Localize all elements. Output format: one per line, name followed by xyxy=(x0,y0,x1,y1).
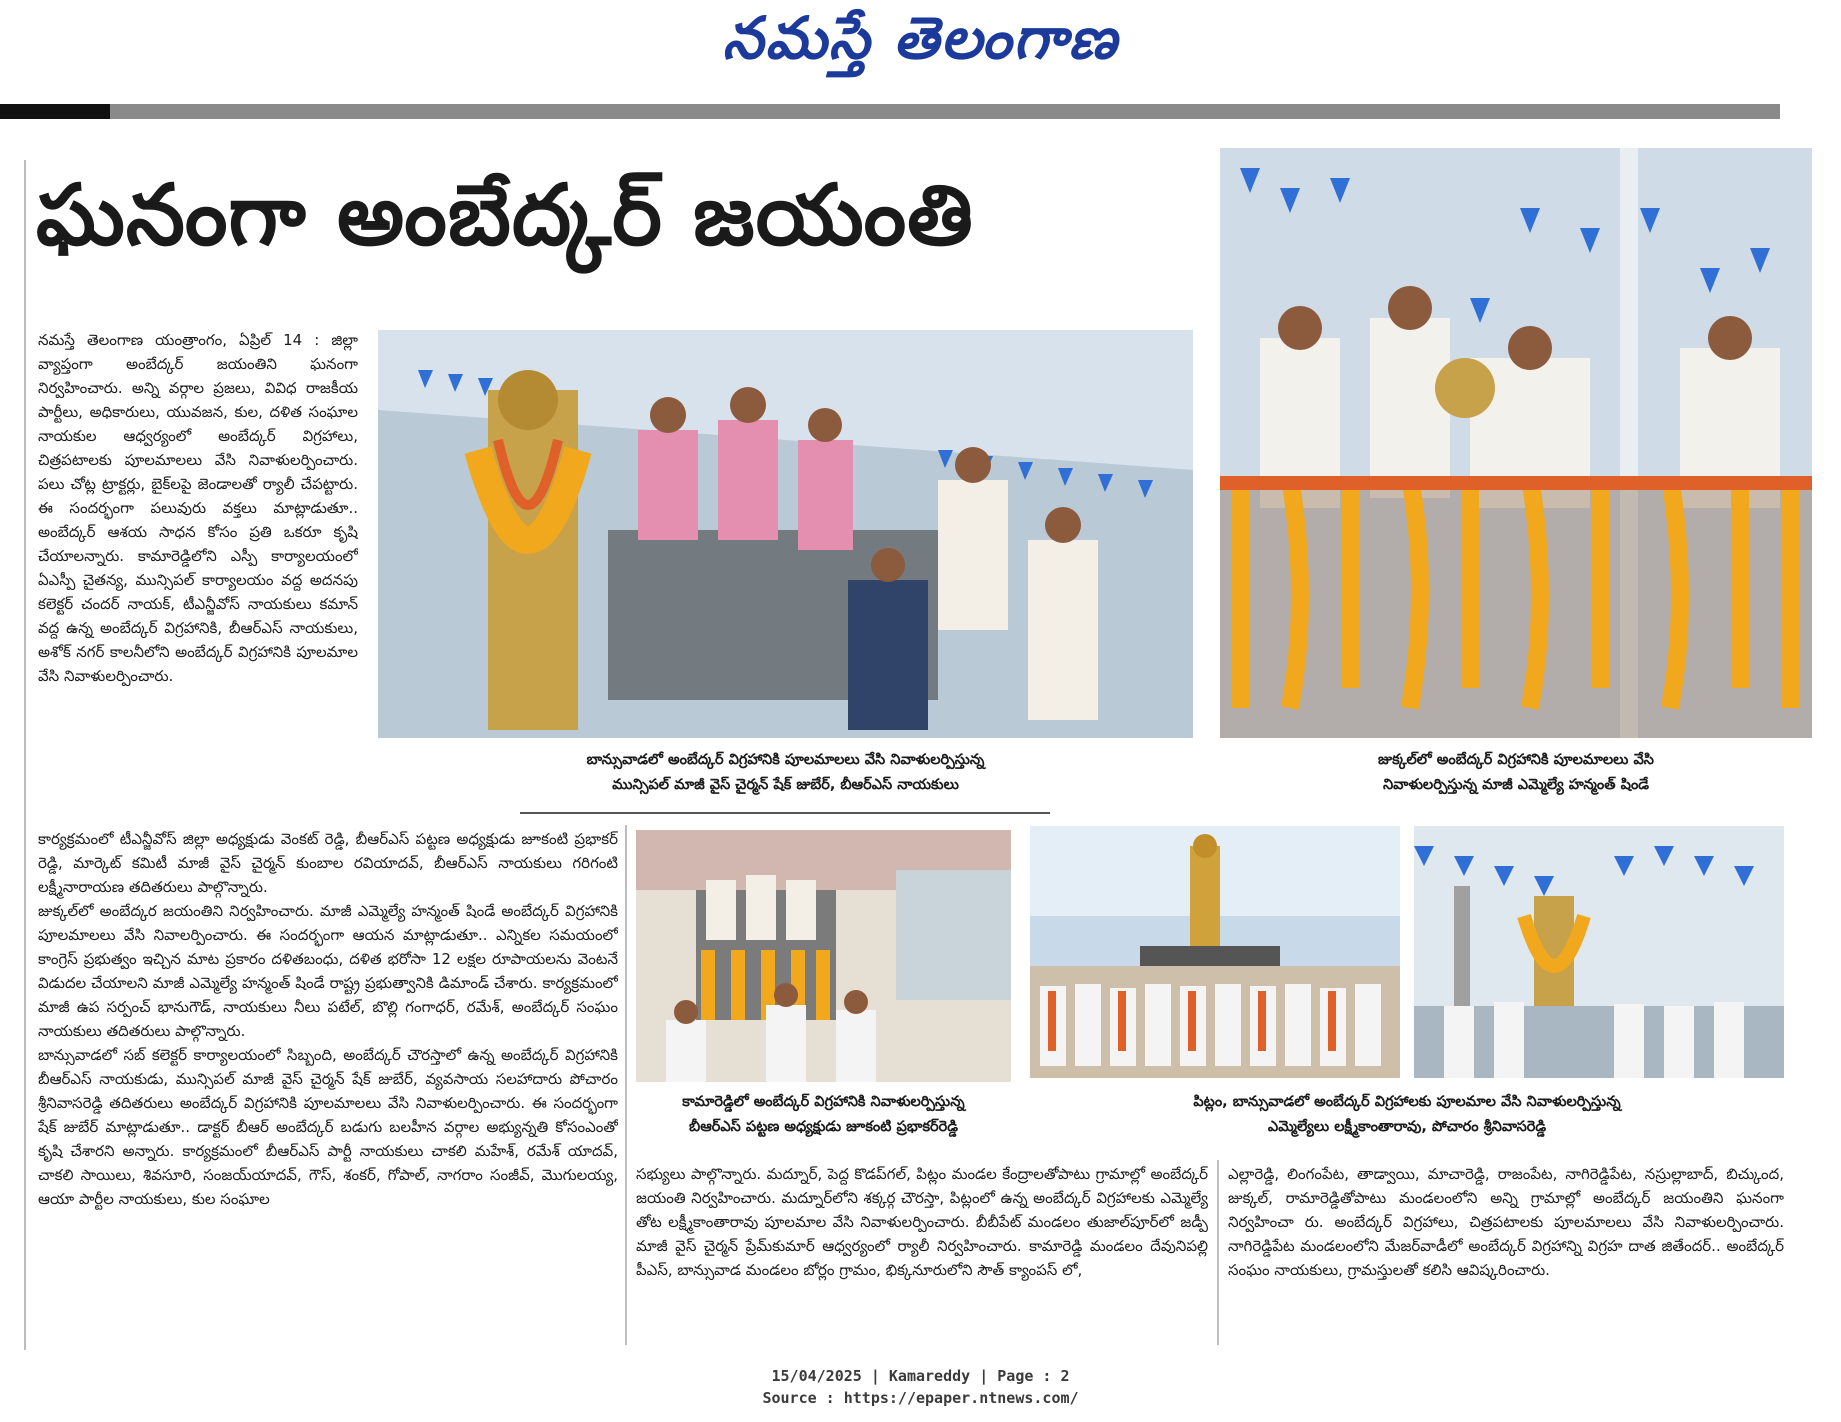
wide-paragraph: జుక్కల్‌లో అంబేద్కర జయంతిని నిర్వహించారు. మాజీ ఎమ్మెల్యే హన్మంత్ షిండే అంబేద్కర్ విగ్రహానికి పూలమాలలు వేసి నివాలర్పించారు. ఈ సందర్భంగా ఆయన మాట్లాడుతూ.. ఎన్నికల సమయంలో కాంగ్రెస్ ప్రభుత్వం ఇచ్చిన మాట ప్రకారం దళితబంధు, దళిత భరోసా 12 లక్షల రూపాయలను వెంటనే విడుదల చేయాలని మాజీ ఎమ్మెల్యే హన్మంత్ షిండే రాష్ట్ర ప్రభుత్వానికి డిమాండ్ చేశారు. కార్యక్రమంలో మాజీ ఉప సర్పంచ్ భానుగౌడ్, నాయకులు నీలు పటేల్, బొల్లి గంగాధర్, రమేశ్, అంబేద్కర్ సంఘం నాయకులు తదితరులు పాల్గొన్నారు. xyxy=(38,902,618,1040)
photo-jukkal-statue xyxy=(1220,148,1812,738)
footer-source: Source : https://epaper.ntnews.com/ xyxy=(762,1389,1079,1407)
column-rule xyxy=(24,160,26,1350)
photo-pitlam-statue xyxy=(1030,826,1400,1078)
caption-line: పిట్లం, బాన్సువాడలో అంబేద్కర్ విగ్రహాలకు పూలమాల వేసి నివాళులర్పిస్తున్న xyxy=(1193,1094,1621,1110)
photo2-caption xyxy=(1220,748,1812,798)
column-rule xyxy=(1217,1160,1219,1345)
caption-line: నివాళులర్పిస్తున్న మాజీ ఎమ్మెల్యే హన్మంత్ షిండే xyxy=(1382,777,1650,793)
masthead xyxy=(0,0,1841,100)
column-paragraph: ఎల్లారెడ్డి, లింగంపేట, తాడ్వాయి, మాచారెడ్డి, రాజంపేట, నాగిరెడ్డిపేట, నస్రుల్లాబాద్, బిచ్కుంద, జుక్కల్, రామారెడ్డితోపాటు మండలంలోని అన్ని గ్రామాల్లో అంబేద్కర్ జయంతిని ఘనంగా నిర్వహించా రు. అంబేద్కర్ విగ్రహాలు, చిత్రపటాలకు పూలమాలలు వేసి నివాళులర్పించారు. నాగిరెడ్డిపేట మండలంలోని మేజర్‌వాడీలో అంబేద్కర్ విగ్రహాన్ని విగ్రహ దాత జితేందర్.. అంబేద్కర్ సంఘం నాయకులు, గ్రామస్తులతో కలిసి ఆవిష్కరించారు. xyxy=(1228,1165,1784,1279)
photo45-caption xyxy=(1030,1090,1784,1140)
bottom-right-column xyxy=(1228,1162,1784,1342)
photo-banswada-statue xyxy=(378,330,1193,738)
bottom-middle-column xyxy=(636,1162,1208,1342)
footer-dateline: 15/04/2025 | Kamareddy | Page : 2 xyxy=(771,1367,1070,1385)
caption-line: జుక్కల్‌లో అంబేద్కర్ విగ్రహానికి పూలమాలలు వేసి xyxy=(1378,752,1654,768)
column-paragraph: సభ్యులు పాల్గొన్నారు. మద్నూర్, పెద్ద కొడప్‌గల్, పిట్లం మండల కేంద్రాలతోపాటు గ్రామాల్లో అంబేద్కర్ జయంతి నిర్వహించారు. మద్నూర్‌లోని శక్కర్గ చౌరస్తా, పిట్లంలో ఉన్న అంబేద్కర్ విగ్రహాలకు ఎమ్మెల్యే తోట లక్ష్మీకాంతారావు పూలమాల వేసి నివాళులర్పించారు. బీబీపేట్ మండలం తుజాల్‌పూర్‌లో జడ్పీ మాజీ వైస్ చైర్మన్ ప్రేమ్‌కుమార్ ఆధ్వర్యంలో ర్యాలీ నిర్వహించారు. కామారెడ్డి మండలం దేవునిపల్లి పీఎస్, బాన్సువాడ మండలం బోర్లం గ్రామం, భిక్కనూరులోని సౌత్ క్యాంపస్ లో, xyxy=(636,1165,1208,1279)
caption-line: ఎమ్మెల్యేలు లక్ష్మీకాంతారావు, పోచారం శ్రీనివాసరెడ్డి xyxy=(1267,1119,1547,1135)
article-headline: ఘనంగా అంబేద్కర్ జయంతి xyxy=(36,166,974,264)
column-rule xyxy=(625,825,627,1345)
caption-rule xyxy=(520,812,1050,814)
wide-column xyxy=(38,827,618,1345)
lead-paragraph: నమస్తే తెలంగాణ యంత్రాంగం, ఏప్రిల్ 14 : జిల్లా వ్యాప్తంగా అంబేద్కర్ జయంతిని ఘనంగా నిర్వహించారు. అన్ని వర్గాల ప్రజలు, వివిధ రాజకీయ పార్టీలు, అధికారులు, యువజన, కుల, దళిత సంఘాల నాయకుల ఆధ్వర్యంలో అంబేద్కర్ విగ్రహాలు, చిత్రపటాలకు పూలమాలలు వేసి నివాళులర్పించారు. పలు చోట్ల ట్రాక్టర్లు, బైక్‌లపై జెండాలతో ర్యాలీ చేపట్టారు. ఈ సందర్భంగా పలువురు వక్తలు మాట్లాడుతూ.. అంబేద్కర్ ఆశయ సాధన కోసం ప్రతి ఒకరూ కృషి చేయాలన్నారు. కామారెడ్డిలోని ఎస్పీ కార్యాలయంలో ఏఎస్పీ చైతన్య, మున్సిపల్ కార్యాలయం వద్ద అదనపు కలెక్టర్ చందర్ నాయక్, టీఎన్జీవోస్ నాయకులు కమాన్ వద్ద ఉన్న అంబేద్కర్ విగ్రహానికి, బీఆర్ఎస్ నాయకులు, అశోక్ నగర్ కాలనీలోని అంబేద్కర్ విగ్రహానికి పూలమాల వేసి నివాళులర్పించారు. xyxy=(38,331,358,685)
caption-line: మున్సిపల్ మాజీ వైస్ చైర్మన్ షేక్ జుబేర్, బీఆర్ఎస్ నాయకులు xyxy=(612,777,959,793)
page-footer xyxy=(0,1365,1841,1409)
masthead-rule xyxy=(0,104,1780,119)
photo-kamareddy-statue xyxy=(636,830,1011,1082)
lead-column xyxy=(38,328,358,818)
masthead-rule-accent xyxy=(0,104,110,119)
wide-paragraph: కార్యక్రమంలో టీఎన్జీవోస్ జిల్లా అధ్యక్షుడు వెంకట్ రెడ్డి, బీఆర్ఎస్ పట్టణ అధ్యక్షుడు జూకంటి ప్రభాకర్ రెడ్డి, మార్కెట్ కమిటీ మాజీ వైస్ చైర్మన్ కుంబాల రవియాదవ్, బీఆర్ఎస్ నాయకులు గరిగంటి లక్ష్మీనారాయణ తదితరులు పాల్గొన్నారు. xyxy=(38,830,618,896)
caption-line: బీఆర్ఎస్ పట్టణ అధ్యక్షుడు జూకంటి ప్రభాకర్‌రెడ్డి xyxy=(689,1119,958,1135)
wide-paragraph: బాన్సువాడలో సబ్ కలెక్టర్ కార్యాలయంలో సిబ్బంది, అంబేద్కర్ చౌరస్తాలో ఉన్న అంబేద్కర్ విగ్రహానికి బీఆర్ఎస్ నాయకుడు, మున్సిపల్ మాజీ వైస్ చైర్మన్ షేక్ జుబేర్, వ్యవసాయ సలహాదారు పోచారం శ్రీనివాసరెడ్డి తదితరులు అంబేద్కర్ విగ్రహానికి పూలమాలలు వేసి నివాళులర్పించారు. ఈ సందర్భంగా షేక్ జుబేర్ మాట్లాడుతూ.. డాక్టర్ బీఆర్ అంబేద్కర్ బడుగు బలహీన వర్గాల అభ్యున్నతి కోసంఎంతో కృషి చేశారని అన్నారు. కార్యక్రమంలో బీఆర్ఎస్ పార్టీ నాయకులు చాకలి మహేశ్, రమేశ్ యాదవ్, చాకలి సాయిలు, శివసూరి, సంజయ్‌యాదవ్, గౌస్, శంకర్, గోపాల్, నాగరాం సంజీవ్, మొగులయ్య, ఆయా పార్టీల నాయకులు, కుల సంఘాల xyxy=(38,1046,618,1208)
caption-line: కామారెడ్డిలో అంబేద్కర్ విగ్రహానికి నివాళులర్పిస్తున్న xyxy=(682,1094,965,1110)
photo1-caption xyxy=(378,748,1193,798)
caption-line: బాన్సువాడలో అంబేద్కర్ విగ్రహానికి పూలమాలలు వేసి నివాళులర్పిస్తున్న xyxy=(586,752,985,768)
newspaper-logo: నమస్తే తెలంగాణ xyxy=(722,4,1119,72)
photo-banswada-statue-2 xyxy=(1414,826,1784,1078)
photo3-caption xyxy=(636,1090,1011,1140)
